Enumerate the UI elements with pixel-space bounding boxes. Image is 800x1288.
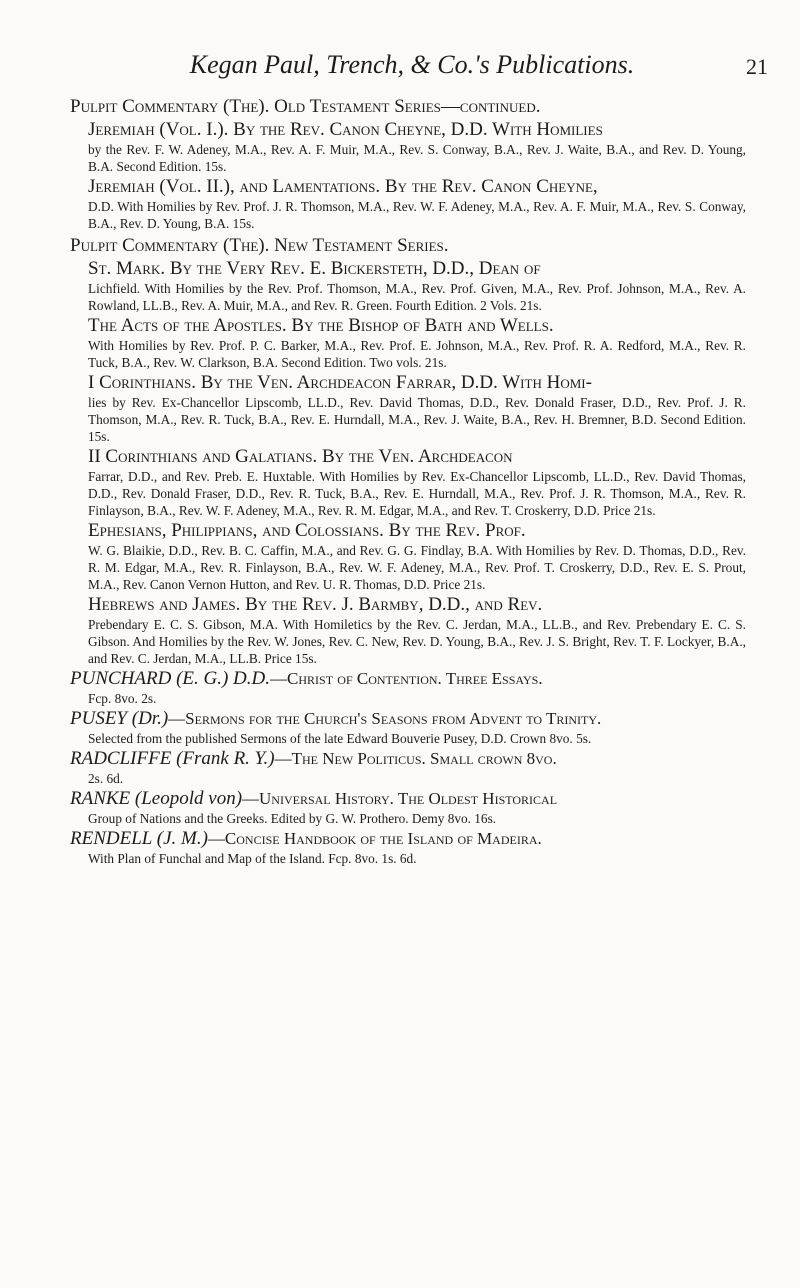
list-item <box>70 707 746 747</box>
entry-body: With Homilies by Rev. Prof. P. C. Barker, M.A., Rev. Prof. E. Johnson, M.A., Rev. Prof. R. A. Redford, M.A., Rev. R. Tuck, B.A., Rev. W. Clarkson, B.A. Second Edition. Two vols. 21s. <box>88 338 746 370</box>
running-header: Kegan Paul, Trench, & Co.'s Publications. <box>189 50 635 79</box>
entry-body: Selected from the published Sermons of the late Edward Bouverie Pusey, D.D. Crown 8vo. 5s. <box>88 731 592 746</box>
entry-body: 2s. 6d. <box>88 771 124 786</box>
entry-body: by the Rev. F. W. Adeney, M.A., Rev. A. F. Muir, M.A., Rev. S. Conway, B.A., Rev. J. Waite, B.A., and Rev. D. Young, B.A. Second Edition. 15s. <box>88 142 746 174</box>
section-heading: Pulpit Commentary (The). New Testament Series. <box>70 235 449 256</box>
entry-title: II Corinthians and Galatians. By the Ven. Archdeacon <box>88 446 513 467</box>
entry-body: Fcp. 8vo. 2s. <box>88 691 157 706</box>
entry-body: Prebendary E. C. S. Gibson, M.A. With Homiletics by the Rev. C. Jerdan, M.A., LL.B., and Rev. Prebendary E. C. S. Gibson. And Homilies by the Rev. W. Jones, Rev. C. New, Rev. D. Young, B.A., Rev. J. S. Bright, Rev. T. F. Lockyer, B.A., and Rev. C. Jerdan, M.A., LL.B. Price 15s. <box>88 617 746 666</box>
entry-body: W. G. Blaikie, D.D., Rev. B. C. Caffin, M.A., and Rev. G. G. Findlay, B.A. With Homilies by Rev. D. Thomas, D.D., Rev. R. M. Edgar, M.A., Rev. R. Finlayson, B.A., Rev. W. F. Adeney, M.A., Rev. Prof. T. Croskerry, D.D., Rev. E. S. Prout, M.A., Rev. Canon Vernon Hutton, and Rev. U. R. Thomas, D.D. Price 21s. <box>88 543 746 592</box>
list-item <box>70 747 746 787</box>
page-number: 21 <box>746 54 768 79</box>
entry-title: Ephesians, Philippians, and Colossians. By the Rev. Prof. <box>88 520 526 541</box>
list-item <box>88 118 746 175</box>
page-body <box>70 93 746 867</box>
list-item <box>88 175 746 232</box>
book-title: —Sermons for the Church's Seasons from Advent to Trinity. <box>168 709 602 728</box>
list-item <box>70 787 746 827</box>
list-item <box>70 827 746 867</box>
entry-body: lies by Rev. Ex-Chancellor Lipscomb, LL.D., Rev. David Thomas, D.D., Rev. Donald Fraser, D.D., Rev. Prof. J. R. Thomson, M.A., Rev. R. Tuck, B.A., Rev. E. Hurndall, M.A., Rev. J. Waite, B.A., Rev. H. Bremner, B.D. Second Edition. 15s. <box>88 395 746 444</box>
entry-body: Farrar, D.D., and Rev. Preb. E. Huxtable. With Homilies by Rev. Ex-Chancellor Lipscomb, LL.D., Rev. David Thomas, D.D., Rev. Donald Fraser, D.D., Rev. R. Tuck, B.A., Rev. E. Hurndall, M.A., Rev. Prof. J. R. Thomson, M.A., Rev. R. Finlayson, B.A., Rev. W. F. Adeney, M.A., Rev. R. M. Edgar, M.A., and Rev. T. Croskerry, D.D. Price 21s. <box>88 469 746 518</box>
author-name: PUSEY (Dr.) <box>70 708 169 729</box>
entry-body: Group of Nations and the Greeks. Edited by G. W. Prothero. Demy 8vo. 16s. <box>88 811 497 826</box>
list-item <box>88 257 746 314</box>
author-name: RADCLIFFE (Frank R. Y.) <box>70 748 275 769</box>
author-name: PUNCHARD (E. G.) D.D. <box>70 668 271 689</box>
list-item <box>70 667 746 707</box>
entry-title: I Corinthians. By the Ven. Archdeacon Farrar, D.D. With Homi- <box>88 372 592 393</box>
book-title: —Universal History. The Oldest Historical <box>242 789 558 808</box>
entry-body: D.D. With Homilies by Rev. Prof. J. R. Thomson, M.A., Rev. W. F. Adeney, M.A., Rev. A. F. Muir, M.A., Rev. S. Conway, B.A., Rev. D. Young, B.A. 15s. <box>88 199 746 231</box>
author-name: RENDELL (J. M.) <box>70 828 208 849</box>
entry-title: Hebrews and James. By the Rev. J. Barmby, D.D., and Rev. <box>88 594 543 615</box>
entry-title: St. Mark. By the Very Rev. E. Bickersteth, D.D., Dean of <box>88 258 541 279</box>
entry-title: Jeremiah (Vol. I.). By the Rev. Canon Cheyne, D.D. With Homilies <box>88 119 603 140</box>
author-name: RANKE (Leopold von) <box>70 788 243 809</box>
list-item <box>88 445 746 519</box>
book-title: —Concise Handbook of the Island of Madeira. <box>207 829 542 848</box>
entry-body: With Plan of Funchal and Map of the Island. Fcp. 8vo. 1s. 6d. <box>88 851 417 866</box>
list-item <box>88 371 746 445</box>
list-item <box>88 314 746 371</box>
entry-body: Lichfield. With Homilies by the Rev. Prof. Thomson, M.A., Rev. Prof. Given, M.A., Rev. Prof. Johnson, M.A., Rev. A. Rowland, LL.B., Rev. A. Muir, M.A., and Rev. R. Green. Fourth Edition. 2 Vols. 21s. <box>88 281 746 313</box>
list-item <box>88 519 746 593</box>
book-title: —Christ of Contention. Three Essays. <box>270 669 543 688</box>
list-item <box>88 593 746 667</box>
entry-title: The Acts of the Apostles. By the Bishop of Bath and Wells. <box>88 315 554 336</box>
book-title: —The New Politicus. Small crown 8vo. <box>274 749 557 768</box>
section-heading: Pulpit Commentary (The). Old Testament Series—continued. <box>70 96 541 117</box>
entry-title: Jeremiah (Vol. II.), and Lamentations. By the Rev. Canon Cheyne, <box>88 176 598 197</box>
